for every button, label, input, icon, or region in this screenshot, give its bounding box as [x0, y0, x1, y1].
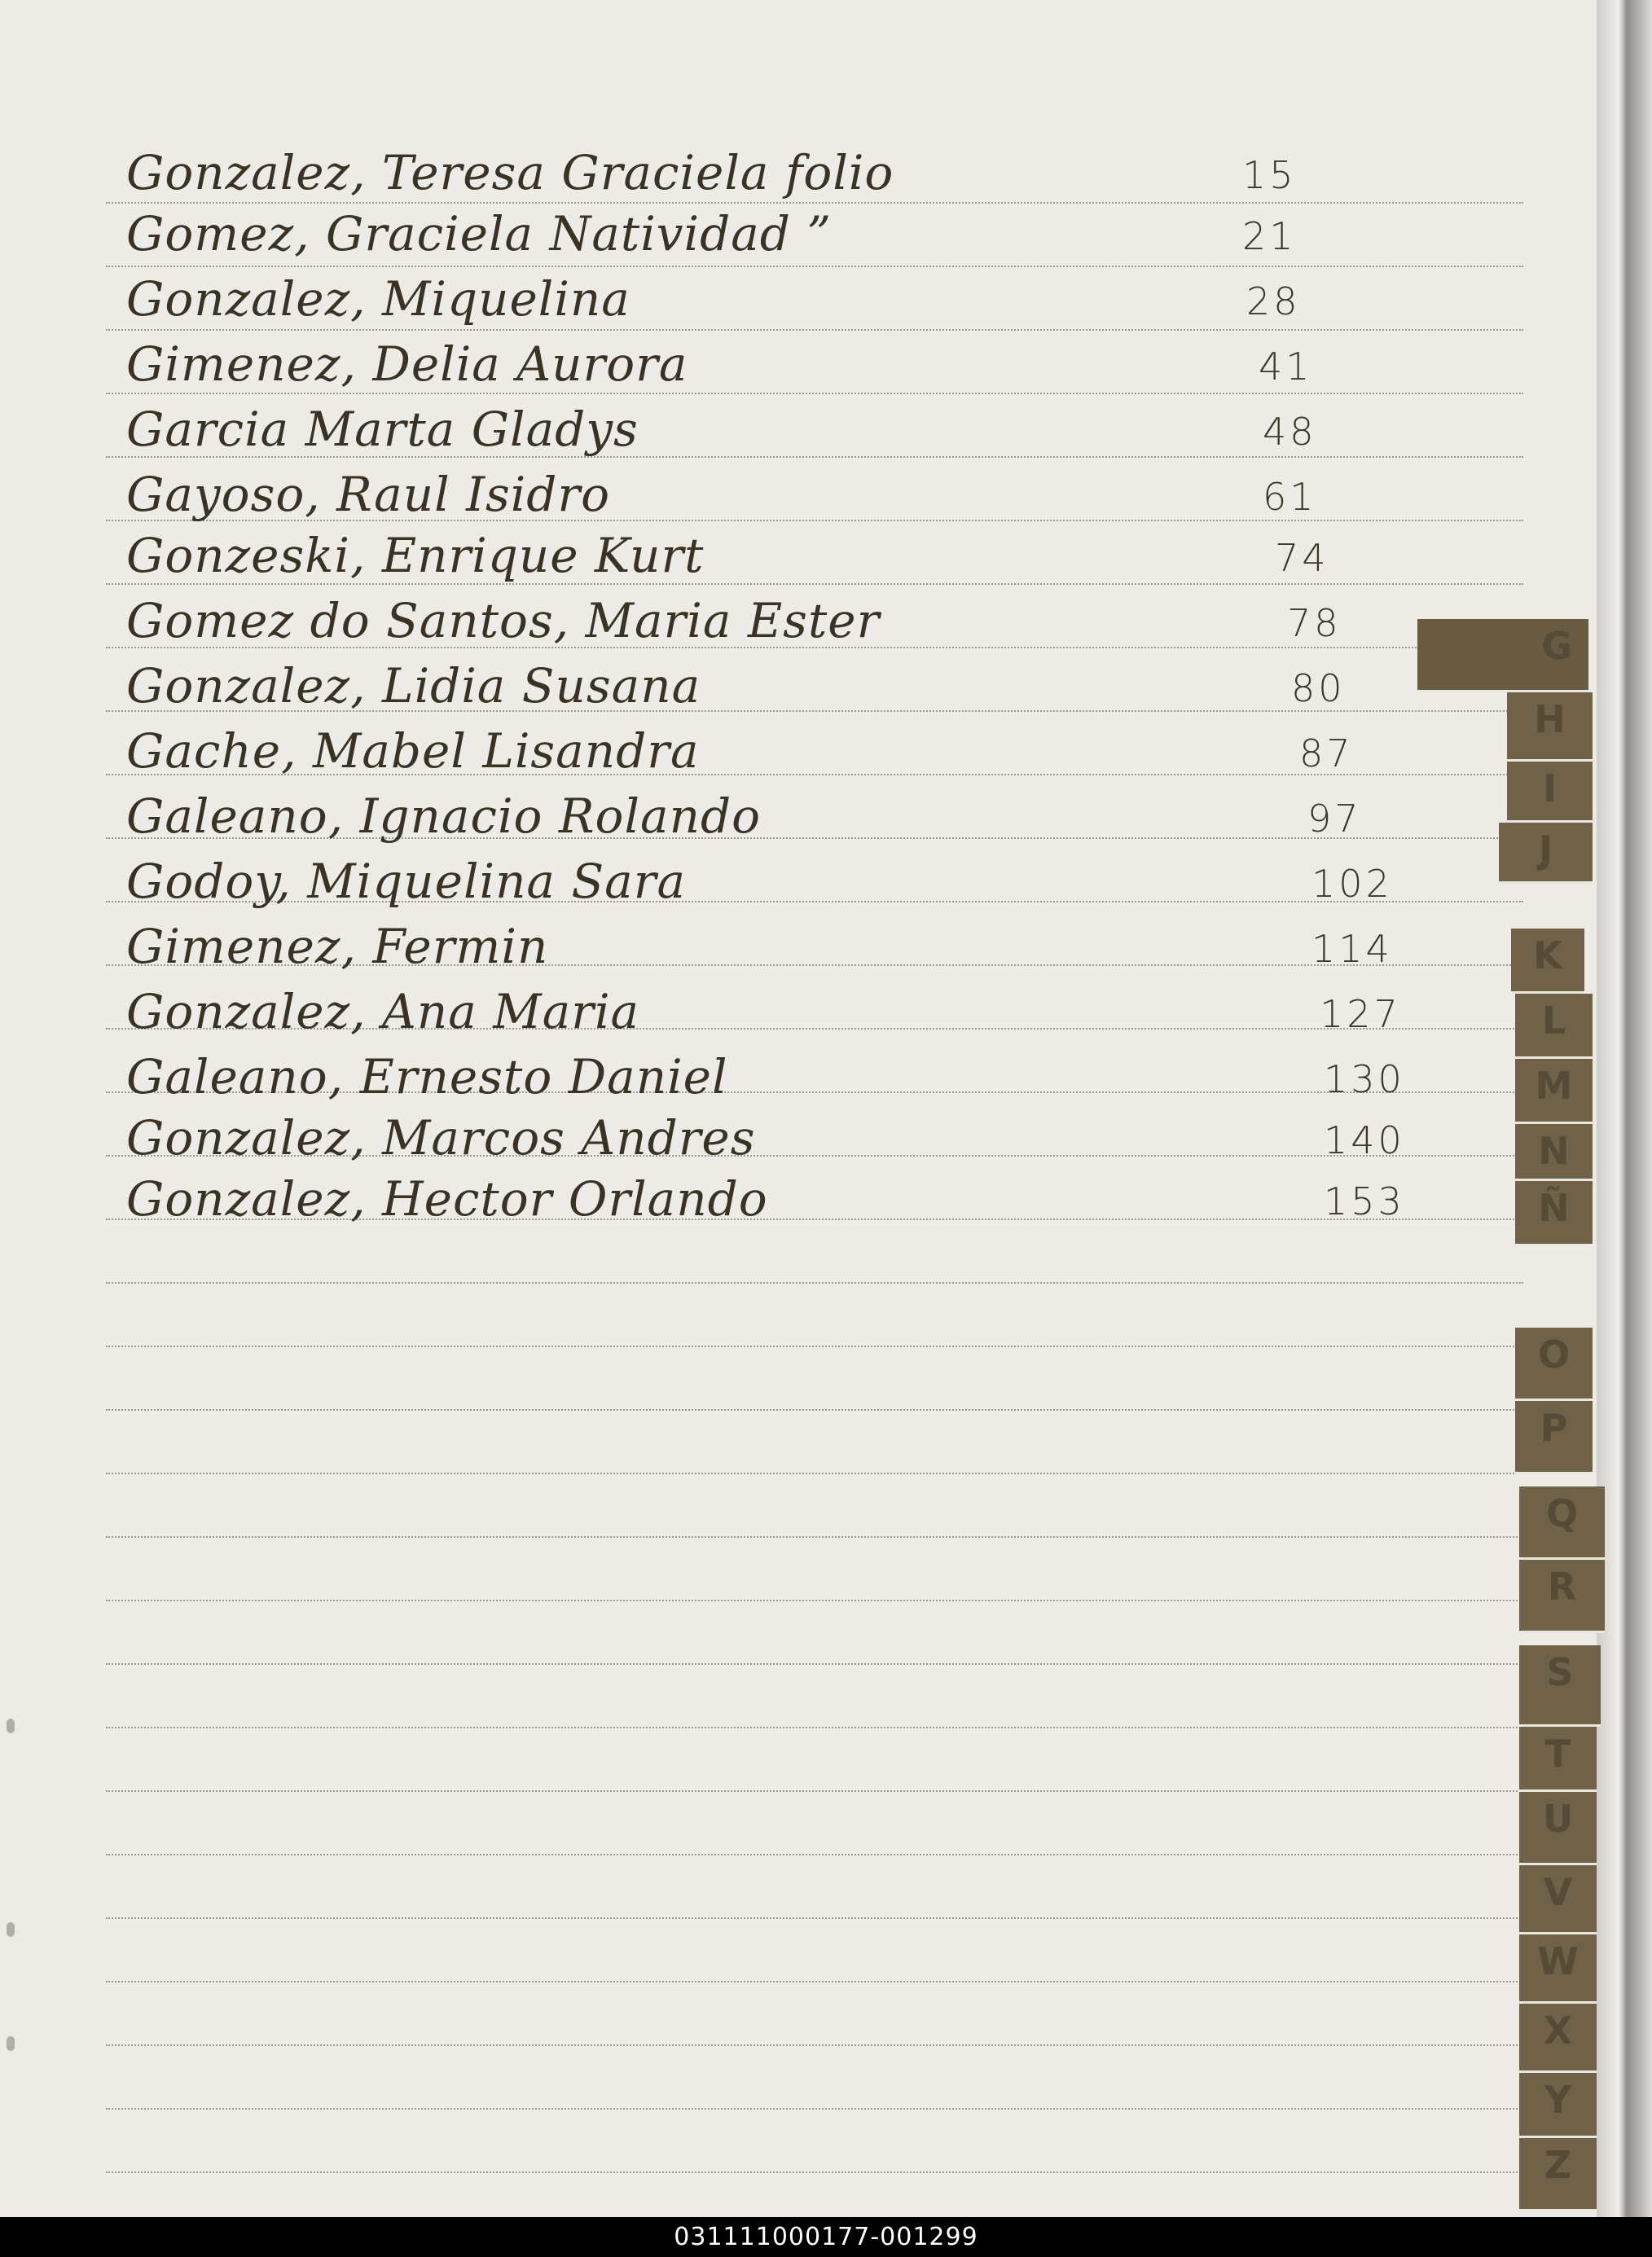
entry-row: [126, 265, 1462, 328]
entry-name: Galeano, Ernesto Daniel: [126, 1049, 728, 1104]
entry-row: [126, 717, 1462, 780]
entry-name: Gonzalez, Lidia Susana: [126, 658, 701, 714]
entry-folio: 130: [1324, 1057, 1405, 1101]
index-tab-x[interactable]: [1519, 2004, 1597, 2073]
index-tab-enie[interactable]: [1515, 1181, 1593, 1246]
index-tab-label: N: [1538, 1129, 1570, 1173]
index-tab-label: H: [1534, 697, 1566, 741]
ruled-line: [106, 1981, 1523, 1983]
book-spine: [1597, 0, 1652, 2217]
entry-row: [126, 847, 1462, 911]
entry-folio: 74: [1275, 536, 1329, 580]
index-tab-label: R: [1547, 1565, 1577, 1609]
index-tab-label: M: [1535, 1064, 1573, 1108]
entry-name: Gonzeski, Enrique Kurt: [126, 528, 705, 583]
ruled-line: [106, 1600, 1523, 1601]
ruled-line: [106, 1790, 1523, 1792]
entry-name: Galeano, Ignacio Rolando: [126, 788, 761, 844]
ruled-line: [106, 1346, 1523, 1347]
index-tab-k[interactable]: [1511, 929, 1584, 994]
entry-folio: 87: [1299, 731, 1354, 775]
entry-name: Garcia Marta Gladys: [126, 402, 639, 457]
ruled-line: [106, 1917, 1523, 1919]
entry-row: [126, 652, 1462, 715]
ruled-line: [106, 1536, 1523, 1538]
index-tab-o[interactable]: [1515, 1328, 1593, 1401]
index-tab-n[interactable]: [1515, 1124, 1593, 1181]
index-tab-label: O: [1537, 1333, 1571, 1377]
index-tab-s[interactable]: [1519, 1645, 1601, 1727]
entry-name: Gimenez, Fermin: [126, 919, 549, 974]
index-tab-z[interactable]: [1519, 2138, 1597, 2211]
index-tab-label: Ñ: [1538, 1186, 1570, 1230]
entry-folio: 61: [1263, 475, 1317, 519]
entry-row: [126, 782, 1462, 845]
index-tab-v[interactable]: [1519, 1865, 1597, 1934]
entry-folio: 97: [1307, 797, 1362, 841]
entry-name: Gayoso, Raul Isidro: [126, 467, 611, 522]
entry-name: Godoy, Miquelina Sara: [126, 854, 687, 909]
entry-row: [126, 138, 1462, 202]
ruled-line: [106, 1409, 1523, 1411]
entry-row: [126, 1043, 1462, 1106]
entry-row: [126, 1165, 1462, 1228]
ruled-line: [106, 1282, 1523, 1284]
entry-name: Gonzalez, Hector Orlando: [126, 1171, 768, 1227]
index-tab-label: G: [1541, 624, 1572, 668]
entry-row: [126, 1104, 1462, 1167]
ruled-line: [106, 1473, 1523, 1474]
index-tab-y[interactable]: [1519, 2073, 1597, 2138]
index-tab-r[interactable]: [1519, 1560, 1605, 1633]
index-tab-i[interactable]: [1507, 762, 1593, 823]
entry-folio: 78: [1287, 601, 1342, 645]
entry-name: Gonzalez, Marcos Andres: [126, 1110, 756, 1166]
entry-row: [126, 977, 1462, 1041]
entry-folio: 102: [1311, 862, 1393, 906]
entry-name: Gonzalez, Teresa Graciela folio: [126, 145, 894, 200]
entry-row: [126, 521, 1462, 585]
index-tab-label: Y: [1544, 2078, 1572, 2122]
ruled-line: [106, 1727, 1523, 1728]
entry-row: [126, 912, 1462, 976]
index-tab-l[interactable]: [1515, 994, 1593, 1059]
entry-folio: 28: [1246, 279, 1301, 323]
binding-hole-icon: [7, 1922, 15, 1937]
ruled-line: [106, 2171, 1523, 2173]
entry-folio: 21: [1242, 214, 1297, 258]
entry-row: [126, 330, 1462, 393]
index-tab-w[interactable]: [1519, 1934, 1597, 2004]
ruled-line: [106, 1663, 1523, 1665]
index-tab-label: S: [1546, 1650, 1574, 1694]
entry-name: Gache, Mabel Lisandra: [126, 723, 700, 779]
index-tab-label: K: [1533, 933, 1562, 977]
index-tab-label: Q: [1545, 1491, 1579, 1535]
index-tab-g[interactable]: [1417, 619, 1588, 692]
binding-hole-icon: [7, 2036, 15, 2051]
entry-row: [126, 395, 1462, 459]
index-tab-label: I: [1542, 766, 1558, 810]
index-tab-label: L: [1541, 999, 1566, 1043]
entry-name: Gonzalez, Ana Maria: [126, 984, 640, 1039]
index-tab-label: V: [1543, 1870, 1573, 1914]
entry-row: [126, 460, 1462, 524]
index-tab-h[interactable]: [1507, 692, 1593, 762]
entry-folio: 127: [1320, 992, 1401, 1036]
document-id-bar: [0, 2217, 1652, 2257]
index-tab-m[interactable]: [1515, 1059, 1593, 1124]
index-tab-label: X: [1543, 2009, 1573, 2053]
ruled-line: [106, 1854, 1523, 1855]
index-tab-label: J: [1538, 828, 1553, 872]
entry-folio: 15: [1242, 153, 1297, 197]
entry-row: [126, 200, 1462, 263]
entry-name: Gonzalez, Miquelina: [126, 271, 630, 327]
index-tab-q[interactable]: [1519, 1486, 1605, 1560]
entry-folio: 80: [1291, 666, 1346, 710]
index-tab-label: P: [1540, 1406, 1568, 1450]
entry-name: Gimenez, Delia Aurora: [126, 336, 688, 392]
entry-folio: 153: [1324, 1179, 1405, 1223]
binding-hole-icon: [7, 1719, 15, 1733]
entry-name: Gomez, Graciela Natividad ”: [126, 206, 832, 261]
index-tab-label: Z: [1544, 2143, 1572, 2187]
index-tab-u[interactable]: [1519, 1792, 1597, 1865]
ruled-line: [106, 2108, 1523, 2110]
ruled-line: [106, 2044, 1523, 2046]
document-id: 031111000177-001299: [674, 2223, 978, 2251]
entry-folio: 41: [1259, 345, 1313, 389]
index-tab-label: T: [1544, 1732, 1571, 1776]
entry-folio: 114: [1311, 927, 1393, 971]
index-tab-label: W: [1537, 1939, 1579, 1983]
index-tab-p[interactable]: [1515, 1401, 1593, 1474]
entry-name: Gomez do Santos, Maria Ester: [126, 593, 881, 648]
index-tab-t[interactable]: [1519, 1727, 1597, 1792]
entry-folio: 140: [1324, 1118, 1405, 1162]
index-tab-j[interactable]: [1499, 823, 1593, 884]
index-tab-label: U: [1542, 1797, 1574, 1841]
entry-folio: 48: [1263, 410, 1317, 454]
entry-row: [126, 586, 1462, 650]
